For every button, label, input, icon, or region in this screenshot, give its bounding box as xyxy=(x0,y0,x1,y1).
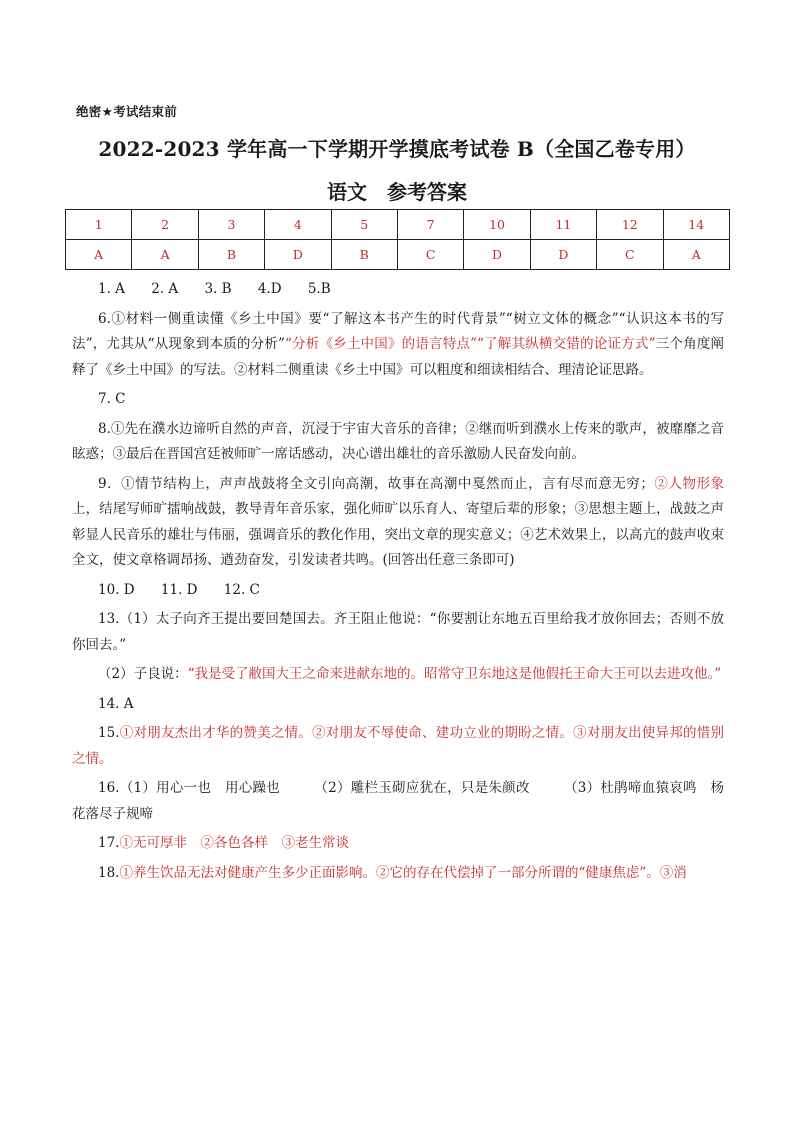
answer-q6: 6.①材料一侧重读懂《乡土中国》要“了解这本书产生的时代背景”“树立文体的概念”“认识这本书的写法”，尤其从“从现象到本质的分析”“分析《乡土中国》的语言特点”“了解其纵横交错的论证方式”三个角度阐释了《乡土中国》的写法。②材料二侧重读《乡土中国》可以粗度和细读相结合、理清论证思路。 xyxy=(72,310,724,378)
table-cell: 10 xyxy=(464,210,530,240)
answer-q1-5: 1. A 2. A 3. B 4.D 5.B xyxy=(98,281,331,297)
table-cell: A xyxy=(132,240,198,270)
answer-q9: 9．①情节结构上，声声战鼓将全文引向高潮，故事在高潮中戛然而止，言有尽而意无穷；②人物形象上，结尾写师旷擂响战鼓，教导青年音乐家，强化师旷以乐育人、寄望后辈的形象；③思想主题上，战鼓之声彰显人民音乐的雄壮与伟丽，强调音乐的教化作用，突出文章的现实意义；④艺术效果上，以高亢的鼓声收束全文，使文章格调昂扬、遒劲奋发，引发读者共鸣。(回答出任意三条即可) xyxy=(72,475,725,568)
answer-q17: 17.①无可厚非 ②各色各样 ③老生常谈 xyxy=(98,835,349,851)
table-cell: D xyxy=(464,240,530,270)
table-cell: C xyxy=(397,240,463,270)
table-cell: C xyxy=(597,240,663,270)
answer-q16: 16.（1）用心一也 用心躁也 （2）雕栏玉砌应犹在，只是朱颜改 （3）杜鹃啼血猿哀鸣 杨花落尽子规啼 xyxy=(72,780,725,822)
table-cell: B xyxy=(331,240,397,270)
table-cell: A xyxy=(66,240,132,270)
table-cell: 5 xyxy=(331,210,397,240)
answer-q14: 14. A xyxy=(98,695,134,712)
exam-subtitle: 语文 参考答案 xyxy=(327,180,467,204)
table-cell: 11 xyxy=(530,210,596,240)
answer-q15: 15.①对朋友杰出才华的赞美之情。②对朋友不辱使命、建功立业的期盼之情。③对朋友出使异邦的惜别之情。 xyxy=(72,725,724,767)
answer-q7: 7. C xyxy=(98,391,126,407)
table-cell: 4 xyxy=(265,210,331,240)
table-cell: D xyxy=(530,240,596,270)
answer-table xyxy=(65,209,730,270)
table-cell: D xyxy=(265,240,331,270)
table-cell: 7 xyxy=(397,210,463,240)
table-cell: 14 xyxy=(663,210,729,240)
answer-q13-1: 13.（1）太子向齐王提出要回楚国去。齐王阻止他说：“你要割让东地五百里给我才放你回去；否则不放你回去。” xyxy=(72,611,724,653)
answer-q10-12: 10. D 11. D 12. C xyxy=(98,581,260,598)
table-cell: 12 xyxy=(597,210,663,240)
answer-explanations xyxy=(72,277,724,890)
exam-title: 2022-2023 学年高一下学期开学摸底考试卷 B（全国乙卷专用） xyxy=(98,137,696,161)
answer-q13-2: （2）子良说：“我是受了敝国大王之命来进献东地的。昭常守卫东地这是他假托王命大王可以去进攻他。” xyxy=(98,666,722,682)
answer-q18: 18.①养生饮品无法对健康产生多少正面影响。②它的存在代偿掉了一部分所谓的“健康焦虑”。③消 xyxy=(98,864,687,881)
table-cell: A xyxy=(663,240,729,270)
answer-q8: 8.①先在濮水边谛听自然的声音，沉浸于宇宙大音乐的音律；②继而听到濮水上传来的歌声，被靡靡之音眩惑；③最后在晋国宫廷被师旷一席话感动，决心谱出雄壮的音乐激励人民奋发向前。 xyxy=(72,420,724,462)
table-cell: 1 xyxy=(66,210,132,240)
table-cell: 2 xyxy=(132,210,198,240)
secret-label: 绝密★考试结束前 xyxy=(76,104,178,119)
table-cell: B xyxy=(198,240,264,270)
answer-row xyxy=(66,240,730,270)
question-number-row xyxy=(66,210,730,240)
table-cell: 3 xyxy=(198,210,264,240)
